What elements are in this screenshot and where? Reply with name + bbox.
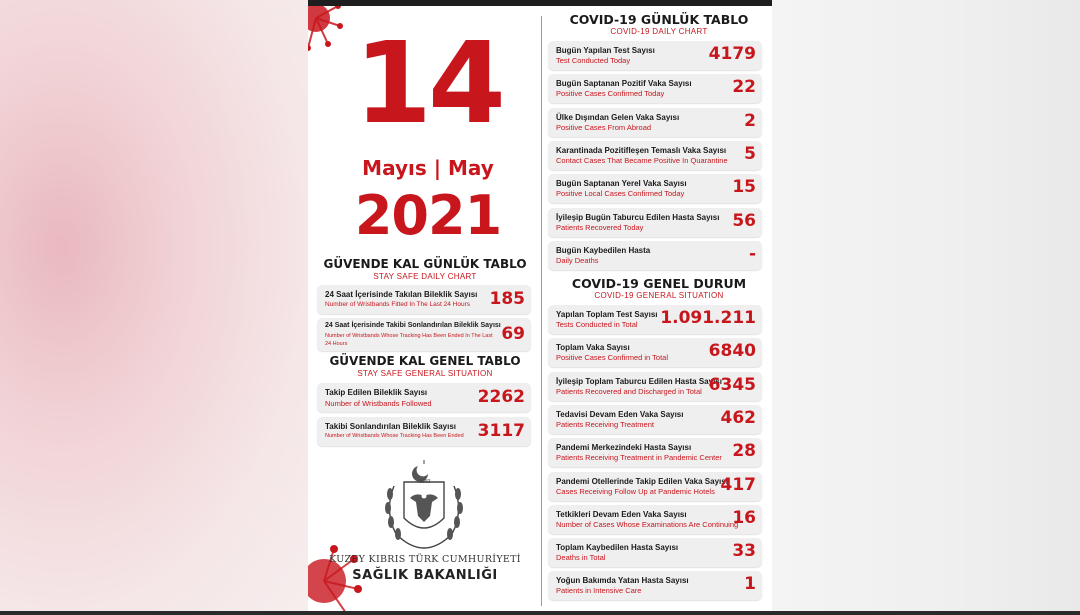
row-label-en: Positive Cases Confirmed Today [556, 89, 665, 99]
row-label-tr: Tedavisi Devam Eden Vaka Sayısı [556, 409, 684, 419]
row-label-en: Positive Cases Confirmed in Total [556, 353, 668, 363]
covid-daily-subtitle: COVID-19 DAILY CHART [610, 27, 708, 36]
row-label-tr: Bugün Saptanan Pozitif Vaka Sayısı [556, 79, 692, 89]
virus-icon-top [308, 6, 348, 56]
row-label-en: Patients Receiving Treatment [556, 419, 654, 429]
row-value: - [748, 243, 756, 264]
row-value: 69 [501, 324, 525, 344]
row-label-tr: Ülke Dışından Gelen Vaka Sayısı [556, 112, 680, 122]
row-label-tr: 24 Saat İçerisinde Takılan Bileklik Sayısı [325, 290, 478, 299]
covid-general-row [548, 505, 762, 534]
row-label-tr: Toplam Kaybedilen Hasta Sayısı [556, 543, 679, 553]
ministry-emblem-icon [374, 456, 474, 552]
stay-safe-general-row [317, 383, 531, 412]
row-label-en: Test Conducted Today [556, 56, 631, 65]
row-label-tr: Tetkikleri Devam Eden Vaka Sayısı [556, 509, 687, 519]
row-label-en: Tests Conducted in Total [556, 320, 638, 329]
covid-report-poster [308, 6, 772, 611]
covid-daily-row [548, 208, 762, 237]
covid-general-row [548, 538, 762, 567]
covid-general-subtitle: COVID-19 GENERAL SITUATION [594, 291, 724, 300]
stay-safe-daily-row [317, 285, 531, 314]
row-label-en: Patients Receiving Treatment in Pandemic Center [556, 453, 722, 463]
row-label-en: Positive Local Cases Confirmed Today [556, 189, 685, 199]
row-value: 2 [744, 110, 756, 131]
covid-daily-row [548, 41, 762, 70]
row-label-tr: Yoğun Bakımda Yatan Hasta Sayısı [556, 576, 689, 586]
row-value: 5 [744, 143, 756, 164]
stay-safe-general-subtitle: STAY SAFE GENERAL SITUATION [357, 369, 493, 378]
emblem-year: 1983 [419, 479, 431, 485]
row-label-tr: Bugün Saptanan Yerel Vaka Sayısı [556, 179, 687, 189]
row-label-en: Contact Cases That Became Positive In Quarantine [556, 155, 728, 165]
row-label-en: Cases Receiving Follow Up at Pandemic Hotels [556, 486, 715, 496]
stay-safe-daily-subtitle: STAY SAFE DAILY CHART [373, 272, 477, 281]
row-value: 28 [732, 441, 756, 462]
row-value: 1 [744, 574, 756, 595]
row-value: 417 [720, 474, 756, 495]
row-label-en: Daily Deaths [556, 255, 599, 265]
row-value: 6840 [708, 341, 756, 362]
row-value: 2262 [477, 387, 525, 407]
blurred-background-left [0, 0, 308, 615]
row-label-tr: Pandemi Merkezindeki Hasta Sayısı [556, 443, 692, 453]
stay-safe-general-row [317, 417, 531, 446]
row-label-tr: Bugün Kaybedilen Hasta [556, 245, 651, 255]
row-value: 33 [732, 541, 756, 562]
covid-daily-row [548, 174, 762, 203]
row-value: 22 [732, 77, 756, 98]
row-label-en: Number of Wristbands Fitted In The Last 24 Hours [325, 301, 470, 308]
row-value: 15 [732, 177, 756, 198]
stay-safe-daily-title: GÜVENDE KAL GÜNLÜK TABLO [323, 257, 527, 271]
covid-general-row [548, 338, 762, 367]
stay-safe-daily-row [317, 318, 531, 351]
date-month: Mayıs | May [362, 156, 494, 180]
row-label-tr: Karantinada Pozitifleşen Temaslı Vaka Sayısı [556, 145, 727, 155]
blurred-background-right [772, 0, 1080, 615]
covid-general-row [548, 571, 762, 600]
row-label-tr: 24 Saat İçerisinde Takibi Sonlandırılan Bileklik Sayısı [325, 322, 501, 329]
row-label-en: Number of Cases Whose Examinations Are Continuing [556, 519, 739, 529]
row-value: 1.091.211 [660, 308, 756, 328]
ministry-name-line1: KUZEY KIBRIS TÜRK CUMHURİYETİ [329, 554, 521, 565]
row-label-tr: Takip Edilen Bileklik Sayısı [325, 388, 428, 397]
bottom-bar [0, 611, 1080, 615]
row-value: 462 [720, 407, 756, 428]
row-label-en: Number of Wristbands Followed [325, 399, 432, 408]
row-label-en: Deaths in Total [556, 553, 606, 563]
row-label-tr: Bugün Yapılan Test Sayısı [556, 46, 655, 55]
row-label-en: Patients in Intensive Care [556, 586, 642, 596]
date-year: 2021 [354, 184, 502, 247]
row-value: 56 [732, 210, 756, 231]
covid-daily-row [548, 74, 762, 103]
covid-general-row [548, 305, 762, 334]
covid-daily-row [548, 108, 762, 137]
row-label-tr: Yapılan Toplam Test Sayısı [556, 310, 658, 319]
row-label-tr: İyileşip Toplam Taburcu Edilen Hasta Sayısı [556, 376, 722, 386]
row-label-en: Patients Recovered and Discharged in Total [556, 386, 702, 396]
row-value: 3117 [477, 421, 525, 441]
row-value: 4179 [708, 44, 756, 64]
date-day: 14 [354, 19, 502, 149]
covid-general-row [548, 472, 762, 501]
row-label-tr: Pandemi Otellerinde Takip Edilen Vaka Sayısı [556, 476, 728, 486]
covid-daily-row [548, 241, 762, 270]
stay-safe-general-title: GÜVENDE KAL GENEL TABLO [329, 354, 521, 368]
row-label-en: Number of Wristbands Whose Tracking Has Been Ended In The Last 24 Hours [325, 333, 493, 347]
covid-general-row [548, 438, 762, 467]
column-divider [541, 16, 542, 606]
row-value: 6345 [708, 374, 756, 395]
covid-daily-row [548, 141, 762, 170]
ministry-name-line2: SAĞLIK BAKANLIĞI [352, 568, 498, 583]
covid-general-row [548, 372, 762, 401]
row-label-tr: İyileşip Bugün Taburcu Edilen Hasta Sayısı [556, 212, 720, 222]
covid-general-title: COVID-19 GENEL DURUM [571, 276, 747, 291]
row-value: 16 [732, 507, 756, 528]
row-value: 185 [489, 289, 525, 309]
covid-daily-title: COVID-19 GÜNLÜK TABLO [569, 12, 749, 27]
covid-general-row [548, 405, 762, 434]
row-label-tr: Takibi Sonlandırılan Bileklik Sayısı [325, 422, 457, 431]
row-label-en: Patients Recovered Today [556, 222, 644, 232]
row-label-en: Number of Wristbands Whose Tracking Has Been Ended [325, 433, 464, 439]
row-label-en: Positive Cases From Abroad [556, 122, 652, 132]
row-label-tr: Toplam Vaka Sayısı [556, 343, 630, 353]
